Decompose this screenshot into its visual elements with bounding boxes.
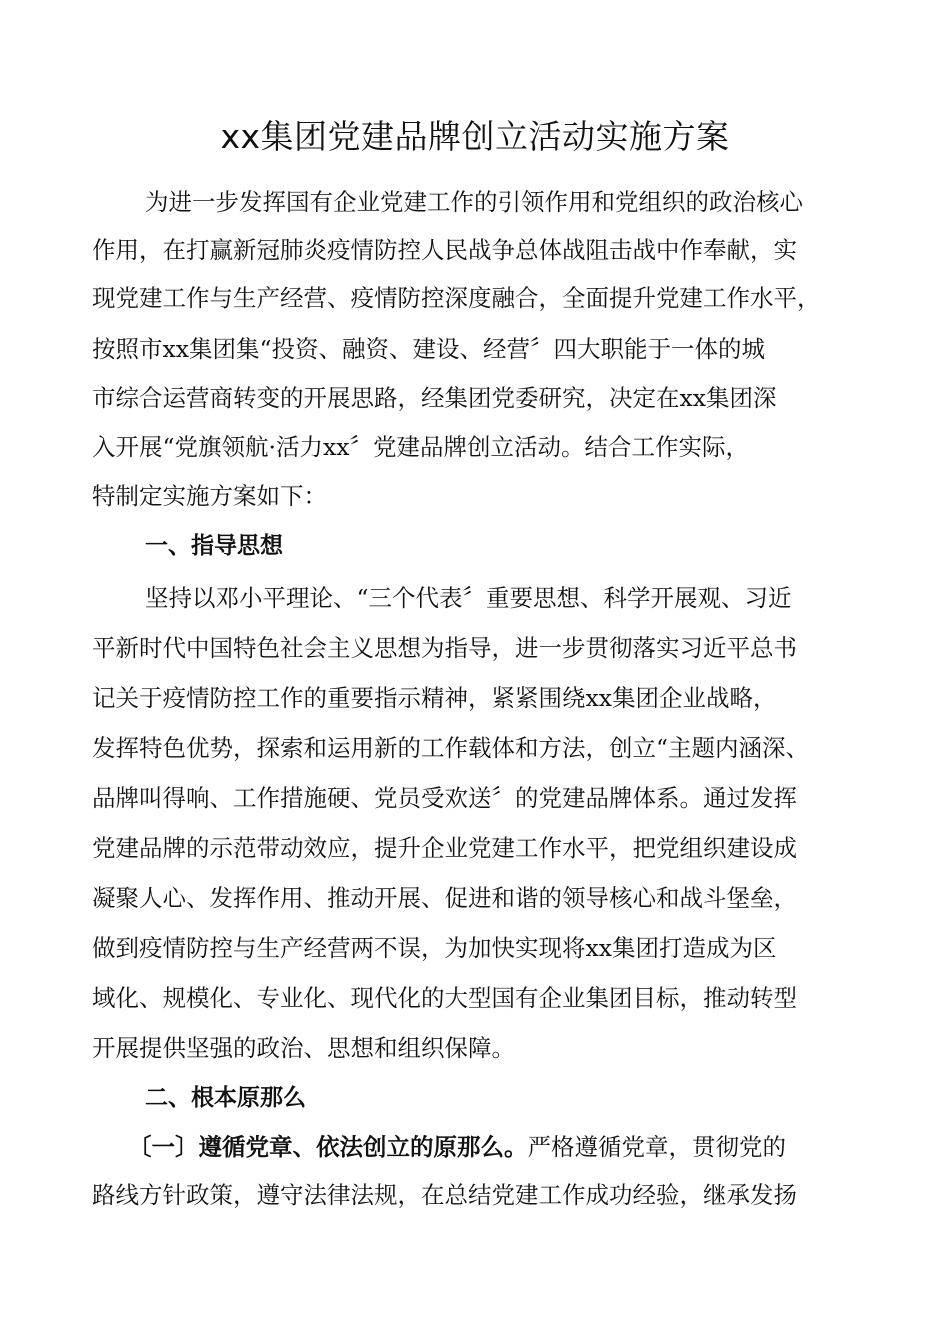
body-line: 域化、规模化、专业化、现代化的大型国有企业集团目标，推动转型	[92, 984, 797, 1012]
intro-line: 作用，在打赢新冠肺炎疫情防控人民战争总体战阻击战中作奉献，实	[92, 236, 797, 264]
document-title: xx集团党建品牌创立活动实施方案	[220, 117, 730, 156]
intro-line: 为进一步发挥国有企业党建工作的引领作用和党组织的政治核心	[145, 188, 803, 216]
intro-line: 现党建工作与生产经营、疫情防控深度融合，全面提升党建工作水平，	[92, 284, 821, 312]
principle-item-lead: 〔一〕遵循党章、依法创立的原那么。	[128, 1133, 528, 1161]
section-heading-guiding-ideology: 一、指导思想	[145, 533, 283, 559]
intro-line: 按照市xx集团集“投资、融资、建设、经营〞四大职能于一体的城	[92, 335, 766, 363]
body-line: 发挥特色优势，探索和运用新的工作载体和方法，创立“主题内涵深、	[92, 734, 810, 762]
principle-item-line	[128, 1129, 786, 1165]
intro-line: 特制定实施方案如下：	[92, 482, 327, 510]
principle-item-text: 严格遵循党章，贯彻党的	[527, 1133, 786, 1161]
body-line: 凝聚人心、发挥作用、推动开展、促进和谐的领导核心和战斗堡垒，	[92, 884, 797, 912]
body-line: 党建品牌的示范带动效应，提升企业党建工作水平，把党组织建设成	[92, 834, 797, 862]
body-line: 路线方针政策，遵守法律法规，在总结党建工作成功经验，继承发扬	[92, 1181, 797, 1209]
body-line: 坚持以邓小平理论、“三个代表〞重要思想、科学开展观、习近	[145, 584, 792, 612]
body-line: 开展提供坚强的政治、思想和组织保障。	[92, 1034, 515, 1062]
body-line: 品牌叫得响、工作措施硬、党员受欢送〞的党建品牌体系。通过发挥	[92, 784, 797, 812]
intro-line: 入开展“党旗领航·活力xx〞党建品牌创立活动。结合工作实际，	[92, 433, 749, 461]
body-line: 做到疫情防控与生产经营两不误，为加快实现将xx集团打造成为区	[92, 934, 777, 962]
body-line: 平新时代中国特色社会主义思想为指导，进一步贯彻落实习近平总书	[92, 634, 797, 662]
section-heading-basic-principles: 二、根本原那么	[145, 1085, 306, 1111]
body-line: 记关于疫情防控工作的重要指示精神，紧紧围绕xx集团企业战略，	[92, 684, 777, 712]
intro-line: 市综合运营商转变的开展思路，经集团党委研究，决定在xx集团深	[92, 384, 777, 412]
